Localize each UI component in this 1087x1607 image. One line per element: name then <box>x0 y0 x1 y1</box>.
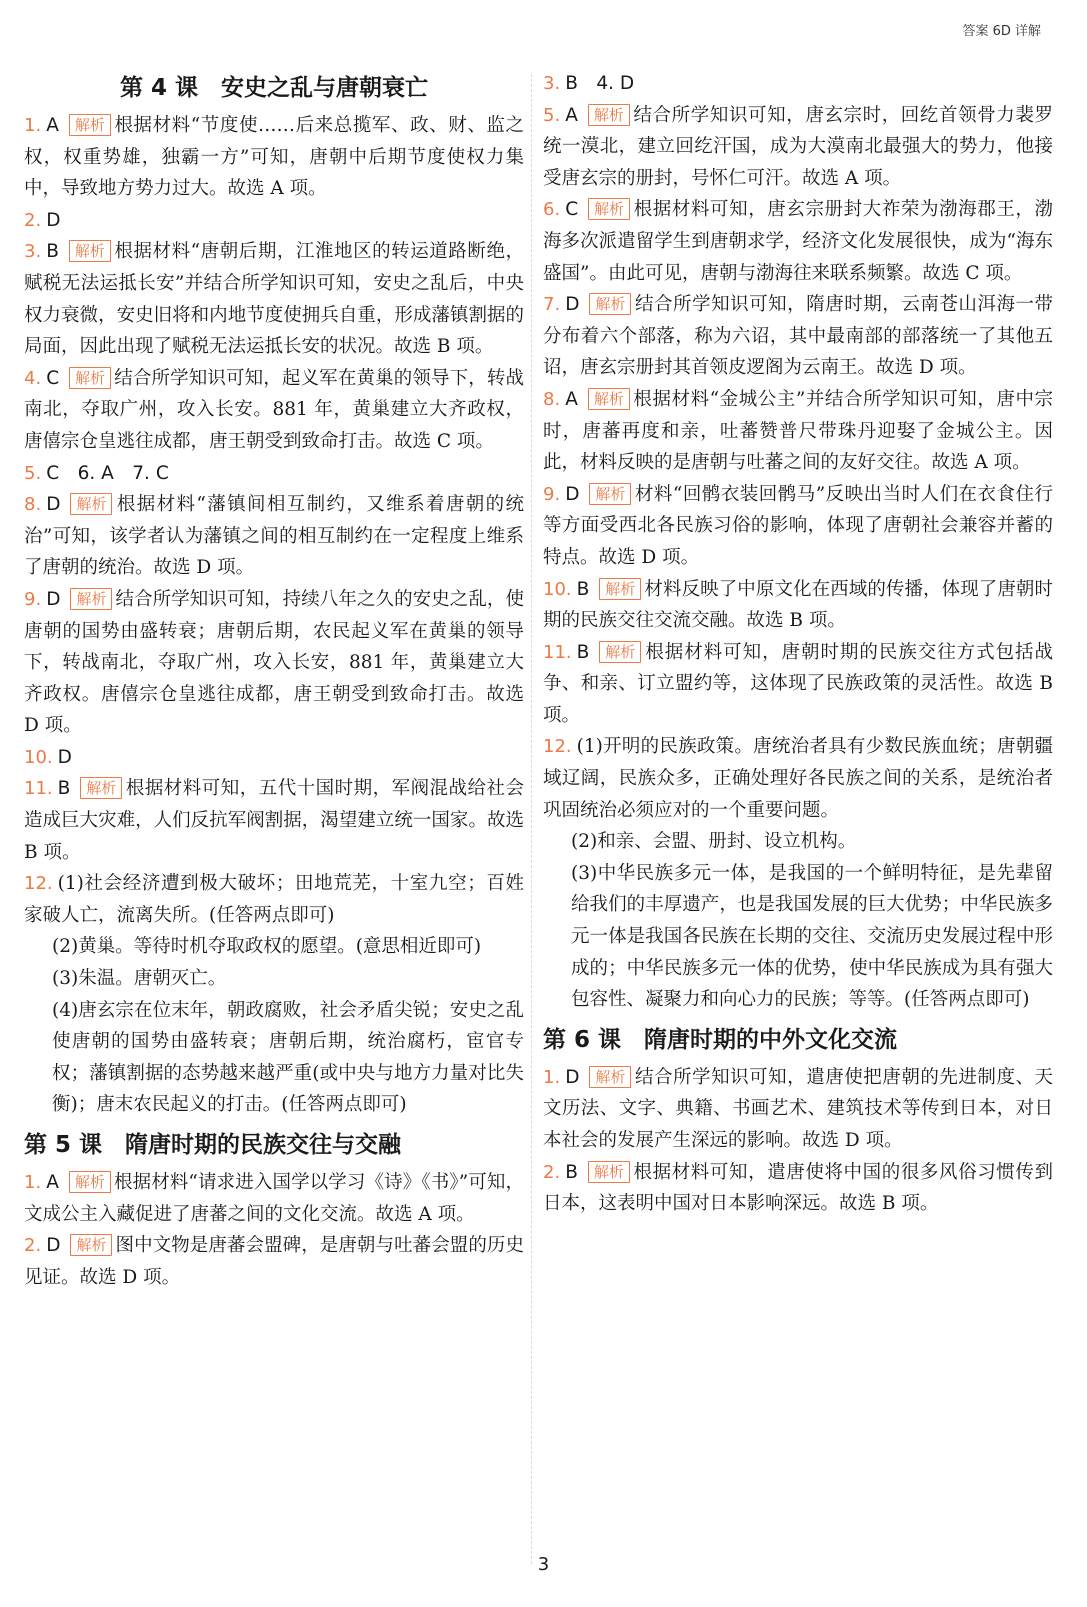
question-number: 2. <box>24 209 42 231</box>
right-column <box>543 68 1053 1220</box>
analysis-tag: 解析 <box>69 114 111 136</box>
answer-choice: D <box>565 483 580 505</box>
question-number: 5. <box>24 462 42 484</box>
analysis-text: 根据材料“请求进入国学以学习《诗》《书》”可知，文成公主入藏促进了唐蕃之间的文化交流。故选 A 项。 <box>24 1172 524 1225</box>
sub-answer <box>543 858 1053 1016</box>
lesson-4-title: 第 4 课 安史之乱与唐朝衰亡 <box>119 75 429 101</box>
lesson-4-question-12 <box>24 868 524 1121</box>
answer-choice: B <box>576 641 590 663</box>
column-divider <box>531 74 532 1564</box>
question-number: 1. <box>543 1066 561 1088</box>
analysis-tag: 解析 <box>69 240 111 262</box>
sub-answer-text: (2)和亲、会盟、册封、设立机构。 <box>571 831 857 853</box>
sub-answer <box>24 995 524 1121</box>
analysis-text: 结合所学知识可知，隋唐时期，云南苍山洱海一带分布着六个部落，称为六诏，其中最南部的部落统一了其他五诏，唐玄宗册封其首领皮逻阁为云南王。故选 D 项。 <box>543 294 1053 379</box>
answer-choice: D <box>46 1235 61 1257</box>
answer-item <box>543 68 1053 100</box>
answer-choice: D <box>565 1066 580 1088</box>
question-number: 2. <box>543 1161 561 1183</box>
analysis-text: 根据材料可知，唐玄宗册封大祚荣为渤海郡王，渤海多次派遣留学生到唐朝求学，经济文化发展很快，成为“海东盛国”。由此可见，唐朝与渤海往来联系频繁。故选 C 项。 <box>543 199 1053 284</box>
answer-choice: D <box>565 294 580 316</box>
lesson-5-title: 第 5 课 隋唐时期的民族交往与交融 <box>24 1132 402 1158</box>
analysis-text: 根据材料可知，唐朝时期的民族交往方式包括战争、和亲、订立盟约等，这体现了民族政策的灵活性。故选 B 项。 <box>543 641 1053 726</box>
answer-item <box>543 194 1053 289</box>
answer-item <box>24 1167 524 1230</box>
question-number: 12. <box>543 736 572 758</box>
answer-item <box>543 100 1053 195</box>
sub-answer <box>543 826 1053 858</box>
question-number: 9. <box>24 588 42 610</box>
analysis-tag: 解析 <box>70 1234 112 1256</box>
answer-item <box>543 1062 1053 1157</box>
answer-choice: B <box>57 778 71 800</box>
answer-choice: D <box>57 746 72 768</box>
sub-answer <box>543 731 1053 826</box>
lesson-6-title: 第 6 课 隋唐时期的中外文化交流 <box>543 1026 898 1053</box>
question-number: 2. <box>24 1235 42 1257</box>
question-number: 8. <box>543 388 561 410</box>
answer-choice: C 6. A 7. C <box>46 462 169 484</box>
answer-choice: B <box>565 1161 578 1183</box>
analysis-tag: 解析 <box>599 578 641 600</box>
analysis-tag: 解析 <box>69 1171 111 1193</box>
question-number: 10. <box>543 578 572 600</box>
analysis-text: 结合所学知识可知，唐玄宗时，回纥首领骨力裴罗统一漠北，建立回纥汗国，成为大漠南北最强大的势力，他接受唐玄宗的册封，号怀仁可汗。故选 A 项。 <box>543 104 1053 189</box>
analysis-text: 根据材料“藩镇间相互制约，又维系着唐朝的统治”可知，该学者认为藩镇之间的相互制约在一定程度上维系了唐朝的统治。故选 D 项。 <box>24 494 524 579</box>
answer-choice: D <box>46 494 61 516</box>
question-number: 6. <box>543 199 561 221</box>
answer-choice: C <box>565 199 579 221</box>
answer-item <box>543 384 1053 479</box>
sub-answer-text: (1)社会经济遭到极大破坏；田地荒芜，十室九空；百姓家破人亡，流离失所。(任答两点即可) <box>24 873 524 926</box>
page-number: 3 <box>537 1554 550 1575</box>
question-number: 11. <box>24 778 53 800</box>
sub-answer-text: (3)中华民族多元一体，是我国的一个鲜明特征，是先辈留给我们的丰厚遗产，也是我国发展的巨大优势；中华民族多元一体是我国各民族在长期的交往、交流历史发展过程中形成的；中华民族多元一体的优势，使中华民族成为具有强大包容性、凝聚力和向心力的民族；等等。(任答两点即可) <box>571 862 1053 1011</box>
analysis-text: 根据材料“节度使……后来总揽军、政、财、监之权，权重势雄，独霸一方”可知，唐朝中后期节度使权力集中，导致地方势力过大。故选 A 项。 <box>24 115 524 200</box>
analysis-tag: 解析 <box>599 641 641 663</box>
answer-choice: D <box>46 209 61 231</box>
analysis-text: 图中文物是唐蕃会盟碑，是唐朝与吐蕃会盟的历史见证。故选 D 项。 <box>24 1235 524 1288</box>
answer-item <box>543 574 1053 637</box>
question-number: 3. <box>24 241 42 263</box>
answer-item <box>543 479 1053 574</box>
header-label: 答案 6D 详解 <box>962 24 1041 39</box>
lesson-4-answers <box>24 110 524 868</box>
analysis-text: 结合所学知识可知，遣唐使把唐朝的先进制度、天文历法、文字、典籍、书画艺术、建筑技术等传到日本，对日本社会的发展产生深远的影响。故选 D 项。 <box>543 1066 1053 1151</box>
answer-choice: B <box>46 241 59 263</box>
analysis-text: 结合所学知识可知，持续八年之久的安史之乱，使唐朝的国势由盛转衰；唐朝后期，农民起义军在黄巢的领导下，转战南北，夺取广州，攻入长安，881 年，黄巢建立大齐政权。唐僖宗仓皇逃往成都，唐王朝受到致命打击。故选 D 项。 <box>24 588 524 737</box>
answer-item <box>24 773 524 868</box>
analysis-tag: 解析 <box>80 777 122 799</box>
answer-choice: B 4. D <box>565 73 635 94</box>
analysis-tag: 解析 <box>589 483 631 505</box>
sub-answer <box>24 963 524 995</box>
answer-choice: A <box>565 388 578 410</box>
analysis-tag: 解析 <box>588 1161 630 1183</box>
analysis-tag: 解析 <box>70 493 112 515</box>
answer-item <box>543 289 1053 384</box>
analysis-tag: 解析 <box>589 1066 631 1088</box>
sub-answer-text: (4)唐玄宗在位末年，朝政腐败，社会矛盾尖锐；安史之乱使唐朝的国势由盛转衰；唐朝后期，统治腐朽，宦官专权；藩镇割据的态势越来越严重(或中央与地方力量对比失衡)；唐末农民起义的打击。(任答两点即可) <box>52 999 524 1116</box>
question-number: 12. <box>24 873 53 895</box>
analysis-tag: 解析 <box>589 293 631 315</box>
answer-item <box>24 458 524 490</box>
sub-answer <box>24 868 524 931</box>
sub-answer-text: (3)朱温。唐朝灭亡。 <box>52 968 227 990</box>
answer-choice: D <box>46 588 61 610</box>
question-number: 10. <box>24 746 53 768</box>
question-number: 1. <box>24 1172 42 1193</box>
analysis-text: 根据材料“唐朝后期，江淮地区的转运道路断绝，赋税无法运抵长安”并结合所学知识可知，安史之乱后，中央权力衰微，安史旧将和内地节度使拥兵自重，形成藩镇割据的局面，因此出现了赋税无法运抵长安的状况。故选 B 项。 <box>24 241 524 358</box>
analysis-text: 根据材料“金城公主”并结合所学知识可知，唐中宗时，唐蕃再度和亲，吐蕃赞普尺带珠丹迎娶了金城公主。因此，材料反映的是唐朝与吐蕃之间的友好交往。故选 A 项。 <box>543 388 1053 474</box>
question-number: 1. <box>24 115 42 136</box>
answer-item <box>24 742 524 774</box>
answer-choice: A <box>46 1172 59 1193</box>
answer-choice: C <box>46 367 60 389</box>
answer-choice: A <box>46 115 59 136</box>
answer-item <box>24 363 524 458</box>
answer-item <box>24 205 524 237</box>
analysis-text: 材料反映了中原文化在西域的传播，体现了唐朝时期的民族交往交流交融。故选 B 项。 <box>543 578 1053 632</box>
sub-answer-text: (1)开明的民族政策。唐统治者具有少数民族血统；唐朝疆域辽阔，民族众多，正确处理好各民族之间的关系，是统治者巩固统治必须应对的一个重要问题。 <box>543 736 1053 821</box>
answer-item <box>24 584 524 742</box>
answer-item <box>24 489 524 584</box>
answer-item <box>24 110 524 205</box>
question-number: 3. <box>543 73 561 94</box>
analysis-text: 根据材料可知，遣唐使将中国的很多风俗习惯传到日本，这表明中国对日本影响深远。故选 B 项。 <box>543 1161 1053 1215</box>
question-number: 4. <box>24 367 42 389</box>
question-number: 11. <box>543 641 572 663</box>
analysis-tag: 解析 <box>70 588 112 610</box>
analysis-tag: 解析 <box>588 104 630 126</box>
lesson-5-question-12 <box>543 731 1053 1015</box>
answer-item <box>24 236 524 362</box>
analysis-tag: 解析 <box>588 198 630 220</box>
analysis-text: 根据材料可知，五代十国时期，军阀混战给社会造成巨大灾难，人们反抗军阀割据，渴望建立统一国家。故选 B 项。 <box>24 778 524 863</box>
analysis-text: 结合所学知识可知，起义军在黄巢的领导下，转战南北，夺取广州，攻入长安。881 年，黄巢建立大齐政权，唐僖宗仓皇逃往成都，唐王朝受到致命打击。故选 C 项。 <box>24 367 524 452</box>
answer-item <box>24 1230 524 1293</box>
analysis-text: 材料“回鹘衣装回鹘马”反映出当时人们在衣食住行等方面受西北各民族习俗的影响，体现了唐朝社会兼容并蓄的特点。故选 D 项。 <box>543 483 1053 568</box>
lesson-5-answers-continued <box>543 68 1053 731</box>
lesson-6-answers <box>543 1062 1053 1220</box>
answer-item <box>543 1157 1053 1220</box>
answer-item <box>543 637 1053 732</box>
sub-answer <box>24 931 524 963</box>
analysis-tag: 解析 <box>69 367 111 389</box>
sub-answer-text: (2)黄巢。等待时机夺取政权的愿望。(意思相近即可) <box>52 936 482 958</box>
answer-choice: A <box>565 104 578 126</box>
question-number: 7. <box>543 294 561 316</box>
answer-choice: B <box>576 578 590 600</box>
lesson-5-answers <box>24 1167 524 1293</box>
question-number: 8. <box>24 494 42 516</box>
analysis-tag: 解析 <box>588 388 630 410</box>
question-number: 5. <box>543 104 561 126</box>
left-column <box>24 68 524 1293</box>
question-number: 9. <box>543 483 561 505</box>
